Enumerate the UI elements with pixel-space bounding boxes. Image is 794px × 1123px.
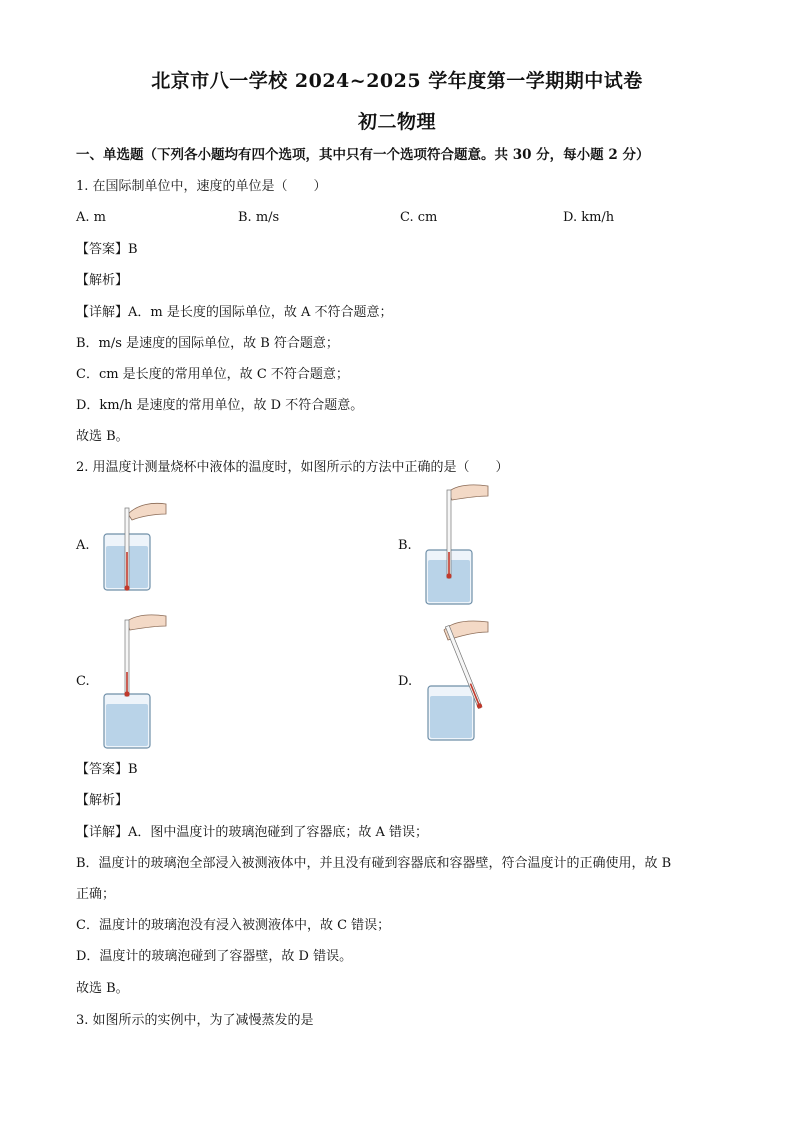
thermometer-beaker-figure-d [420,616,500,746]
q1-detail-line: B．m/s 是速度的国际单位，故 B 符合题意； [76,336,339,351]
q1-option-a: A. m [76,210,106,225]
q3-stem: 3. 如图所示的实例中，为了减慢蒸发的是 [76,1013,314,1028]
q2-figure-label-d: D. [398,674,413,689]
section-heading: 一、单选题（下列各小题均有四个选项，其中只有一个选项符合题意。共 30 分，每小题 2 分） [76,147,650,163]
q2-stem: 2. 用温度计测量烧杯中液体的温度时，如图所示的方法中正确的是（ ） [76,460,509,475]
liquid [106,704,148,746]
q1-answer: 【答案】B [76,242,138,257]
hand-icon [126,615,166,630]
thermometer-beaker-figure-a [98,490,178,600]
q1-option-c: C. cm [400,210,438,225]
exam-subtitle: 初二物理 [357,111,436,133]
q1-detail-line: C．cm 是长度的常用单位，故 C 不符合题意； [76,367,349,382]
hand-icon [128,503,166,520]
q2-figure-label-c: C. [76,674,90,689]
q2-figure-label-a: A. [76,538,90,553]
q1-option-b: B. m/s [238,210,280,225]
q1-stem: 1. 在国际制单位中，速度的单位是（ ） [76,179,327,194]
q2-conclusion: 故选 B。 [76,981,129,996]
q2-answer: 【答案】B [76,762,138,777]
q2-analysis-label: 【解析】 [76,793,129,808]
q2-detail-line: 【详解】A．图中温度计的玻璃泡碰到了容器底；故 A 错误； [76,825,429,840]
thermometer-beaker-figure-b [420,482,500,610]
exam-title: 北京市八一学校 2024~2025 学年度第一学期期中试卷 [151,70,643,92]
q1-detail-line: 【详解】A．m 是长度的国际单位，故 A 不符合题意； [76,305,393,320]
q1-conclusion: 故选 B。 [76,429,129,444]
q2-figure-label-b: B. [398,538,412,553]
q1-detail-line: D．km/h 是速度的常用单位，故 D 不符合题意。 [76,398,364,413]
thermometer-beaker-figure-c [98,612,178,752]
q2-detail-line: 正确； [76,887,116,902]
hand-icon [448,485,488,500]
q1-analysis-label: 【解析】 [76,273,129,288]
q2-detail-line: C．温度计的玻璃泡没有浸入被测液体中，故 C 错误； [76,918,391,933]
liquid [430,696,472,738]
q2-detail-line: B．温度计的玻璃泡全部浸入被测液体中，并且没有碰到容器底和容器壁，符合温度计的正确使用，故 B [76,856,672,871]
q1-option-d: D. km/h [563,210,615,225]
q2-detail-line: D．温度计的玻璃泡碰到了容器壁，故 D 错误。 [76,949,353,964]
